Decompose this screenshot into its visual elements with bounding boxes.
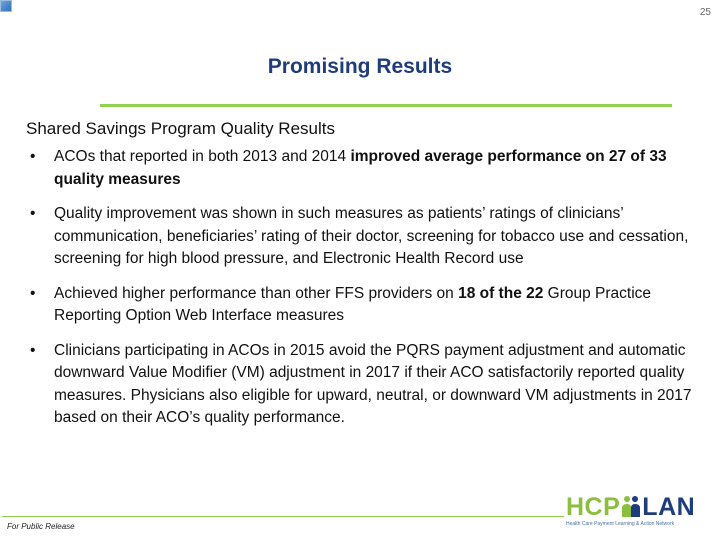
logo-tagline: Health Care Payment Learning & Action Network bbox=[566, 521, 675, 527]
bullet-item bbox=[30, 203, 710, 271]
logo-text-hcp: HCP bbox=[566, 493, 621, 521]
slide-subtitle: Shared Savings Program Quality Results bbox=[26, 119, 335, 138]
bullet-bold-text: 18 of the 22 bbox=[458, 284, 544, 302]
bullet-item bbox=[30, 146, 710, 191]
people-group-icon bbox=[621, 495, 641, 519]
hcp-lan-logo bbox=[566, 494, 714, 528]
bullet-text: Quality improvement was shown in such measures as patients’ ratings of clinicians’ communication, beneficiaries’ rating of their doctor, screening for tobacco use and cessation, screening for high blood pressure, and Electronic Health Record use bbox=[54, 205, 689, 267]
bullet-dot-icon: • bbox=[30, 148, 36, 165]
bullet-item bbox=[30, 340, 710, 430]
bullet-bold-text: improved average performance on 27 of 33 quality measures bbox=[54, 148, 667, 188]
bullet-dot-icon: • bbox=[30, 284, 36, 302]
corner-marker-icon bbox=[0, 0, 12, 12]
bullet-dot-icon: • bbox=[30, 341, 36, 359]
footer-divider bbox=[2, 516, 564, 517]
logo-text-lan: LAN bbox=[642, 493, 696, 521]
bullet-text-tail: Group Practice Reporting Option Web Interface measures bbox=[54, 284, 652, 324]
bullet-item bbox=[30, 283, 710, 328]
bullet-text: Clinicians participating in ACOs in 2015 avoid the PQRS payment adjustment and automatic downward Value Modifier (VM) adjustment in 2017 if their ACO satisfactorily reported quality measures. Physicians also eligible for upward, neutral, or downward VM adjustments in 2017 based on their ACO’s quality performance. bbox=[54, 341, 692, 426]
page-number: 25 bbox=[699, 7, 711, 18]
title-divider bbox=[100, 104, 672, 107]
bullet-list bbox=[30, 146, 710, 442]
footer-label: For Public Release bbox=[7, 522, 75, 531]
bullet-text: Achieved higher performance than other FFS providers on bbox=[54, 284, 459, 302]
slide-title: Promising Results bbox=[267, 55, 453, 78]
bullet-dot-icon: • bbox=[30, 205, 36, 222]
bullet-text: ACOs that reported in both 2013 and 2014 bbox=[54, 148, 351, 165]
